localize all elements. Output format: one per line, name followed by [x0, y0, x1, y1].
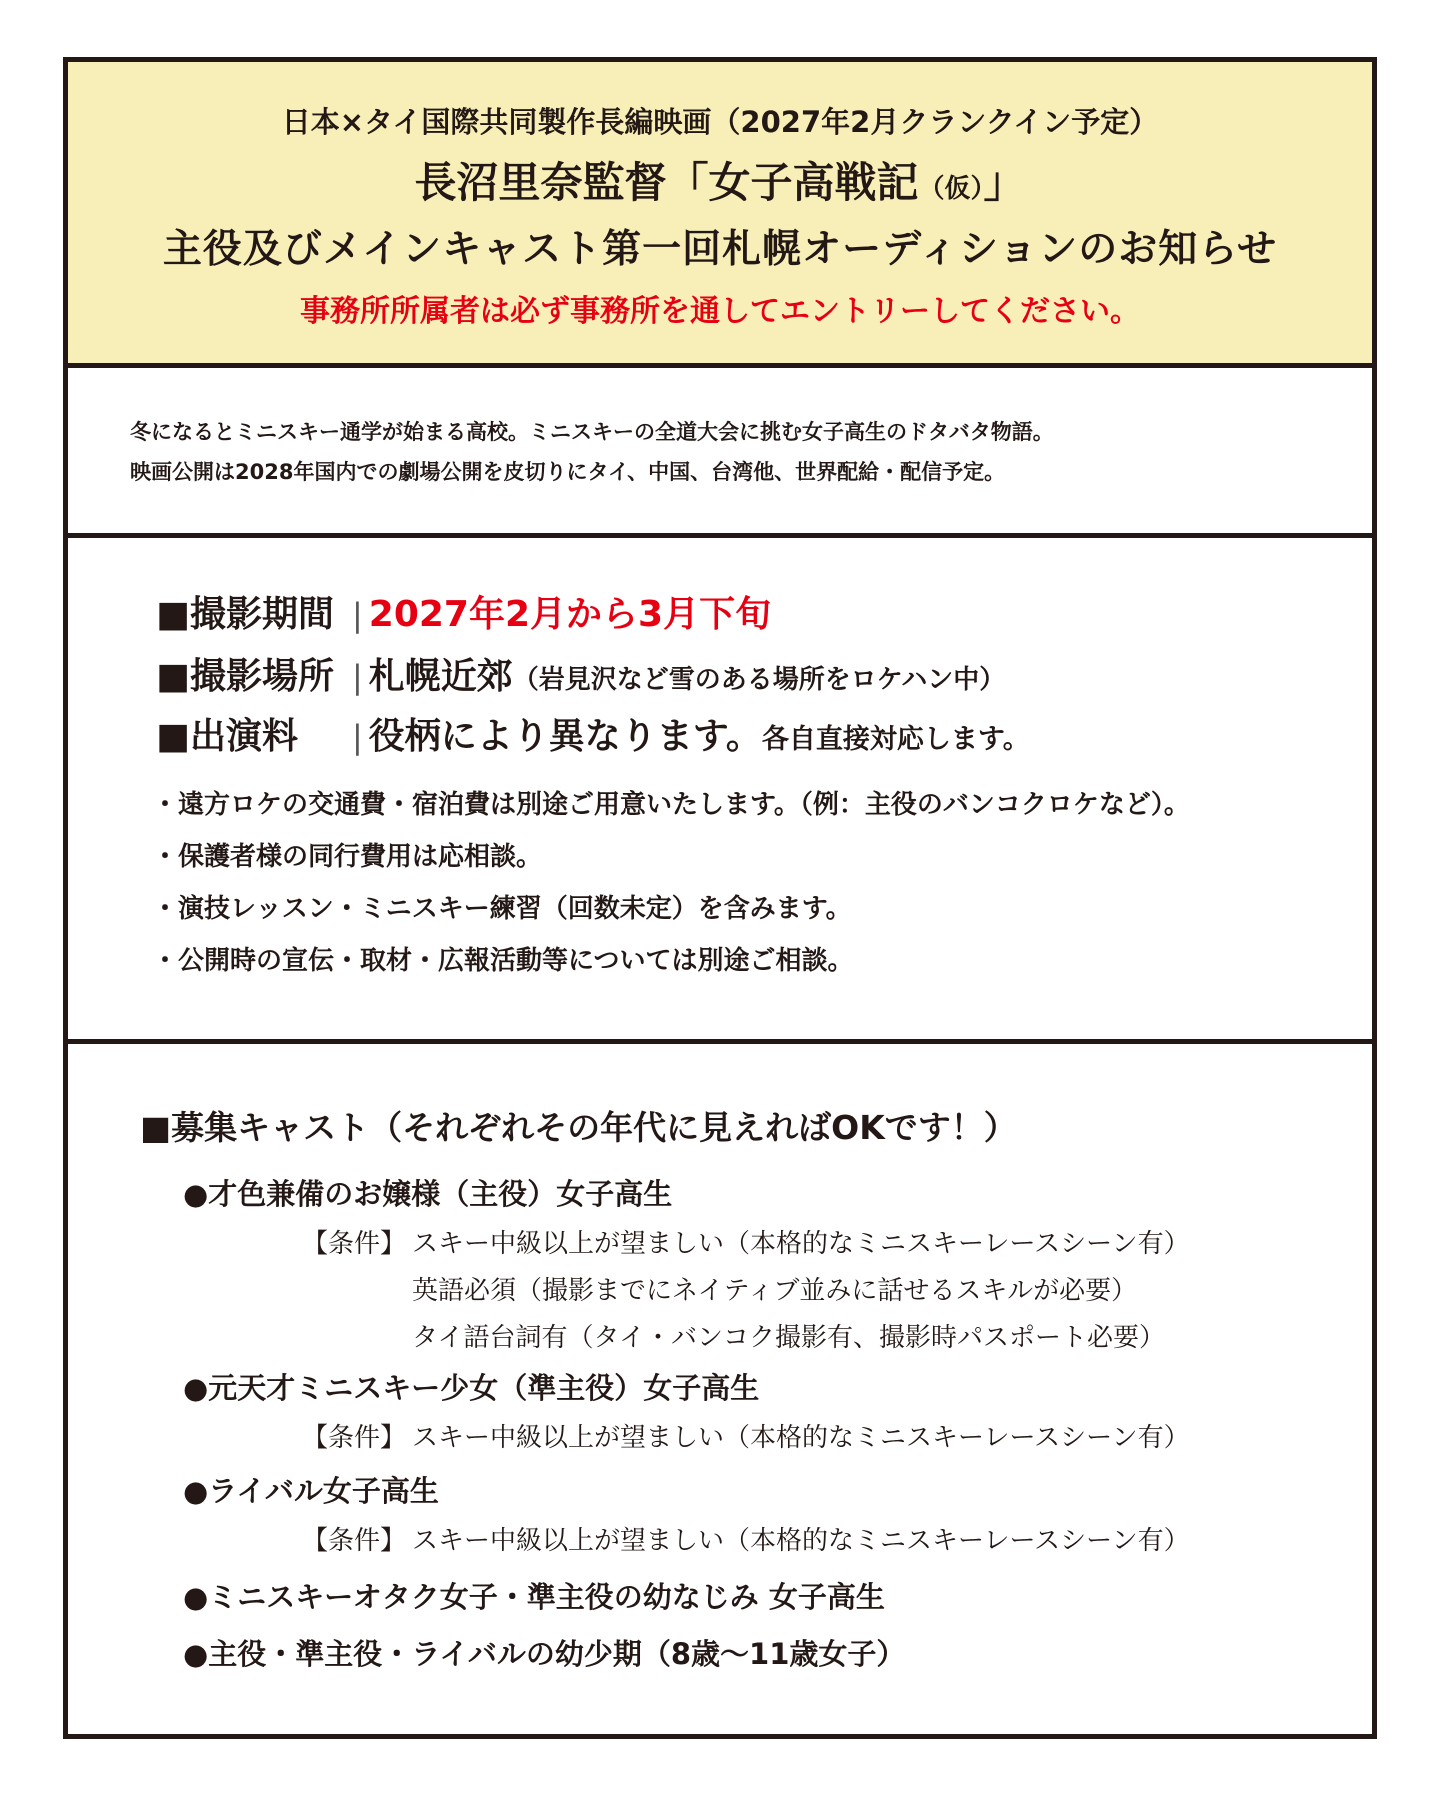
header-section — [68, 62, 1372, 368]
separator: | — [352, 718, 363, 756]
notice-frame — [63, 57, 1377, 1739]
cast-title: ■募集キャスト（それぞれその年代に見えればOKです！） — [140, 1108, 1017, 1147]
intro-line-1: 冬になるとミニスキー通学が始まる高校。ミニスキーの全道大会に挑む女子高生のドタバタ物語。 — [130, 420, 1054, 444]
condition-label: 【条件】 — [302, 1526, 407, 1556]
role-rival: ●ライバル女子高生 — [183, 1474, 439, 1508]
note-promotion: ・公開時の宣伝・取材・広報活動等については別途ご相談。 — [152, 946, 854, 976]
condition-row — [302, 1417, 1190, 1454]
cast-section — [68, 1044, 1372, 1734]
condition-text: タイ語台詞有（タイ・バンコク撮影有、撮影時パスポート必要） — [412, 1323, 1165, 1353]
shooting-period-value: 2027年2月から3月下旬 — [368, 594, 772, 635]
fee-label: ■出演料 — [156, 716, 299, 757]
header-agency-notice: 事務所所属者は必ず事務所を通してエントリーしてください。 — [300, 294, 1140, 329]
header-announcement: 主役及びメインキャスト第一回札幌オーディションのお知らせ — [162, 227, 1278, 272]
condition-text: スキー中級以上が望ましい（本格的なミニスキーレースシーン有） — [412, 1423, 1190, 1453]
intro-line-2: 映画公開は2028年国内での劇場公開を皮切りにタイ、中国、台湾他、世界配給・配信予定。 — [130, 460, 1006, 484]
role-lead: ●才色兼備のお嬢様（主役）女子高生 — [183, 1177, 673, 1211]
shooting-location-label: ■撮影場所 — [156, 656, 335, 697]
header-title-main: 長沼里奈監督「女子高戦記 — [414, 158, 919, 207]
header-title-close: 」 — [983, 158, 1026, 207]
shooting-period-label: ■撮影期間 — [156, 594, 335, 635]
separator: | — [352, 658, 363, 696]
condition-label: 【条件】 — [302, 1423, 407, 1453]
condition-label: 【条件】 — [302, 1229, 407, 1259]
note-guardian: ・保護者様の同行費用は応相談。 — [152, 842, 543, 872]
condition-row — [302, 1223, 1190, 1260]
condition-text: スキー中級以上が望ましい（本格的なミニスキーレースシーン有） — [412, 1229, 1190, 1259]
header-subtitle: 日本×タイ国際共同製作長編映画（2027年2月クランクイン予定） — [281, 105, 1159, 139]
note-travel: ・遠方ロケの交通費・宿泊費は別途ご用意いたします。（例：主役のバンコクロケなど）。 — [152, 790, 1190, 820]
shooting-location-note: （岩見沢など雪のある場所をロケハン中） — [512, 665, 1006, 695]
header-title — [68, 150, 1372, 210]
note-lessons: ・演技レッスン・ミニスキー練習（回数未定）を含みます。 — [152, 894, 852, 924]
condition-text: スキー中級以上が望ましい（本格的なミニスキーレースシーン有） — [412, 1526, 1190, 1556]
fee-row — [156, 708, 1030, 759]
fee-value: 役柄により異なります。 — [368, 716, 762, 757]
terms-section — [68, 538, 1372, 1044]
role-childhood: ●主役・準主役・ライバルの幼少期（8歳〜11歳女子） — [183, 1637, 906, 1671]
role-ski-otaku: ●ミニスキーオタク女子・準主役の幼なじみ 女子高生 — [183, 1580, 885, 1614]
intro-section — [68, 368, 1372, 538]
intro-text — [130, 412, 1352, 492]
shooting-location-value: 札幌近郊 — [368, 656, 513, 697]
separator: | — [352, 596, 363, 634]
header-title-tentative: （仮） — [918, 174, 984, 204]
shooting-period-row — [156, 586, 771, 637]
fee-note: 各自直接対応します。 — [761, 724, 1030, 755]
shooting-location-row — [156, 648, 1005, 699]
condition-text: 英語必須（撮影までにネイティブ並みに話せるスキルが必要） — [412, 1276, 1138, 1306]
condition-row — [302, 1520, 1190, 1557]
role-sub-lead: ●元天才ミニスキー少女（準主役）女子高生 — [183, 1371, 760, 1405]
